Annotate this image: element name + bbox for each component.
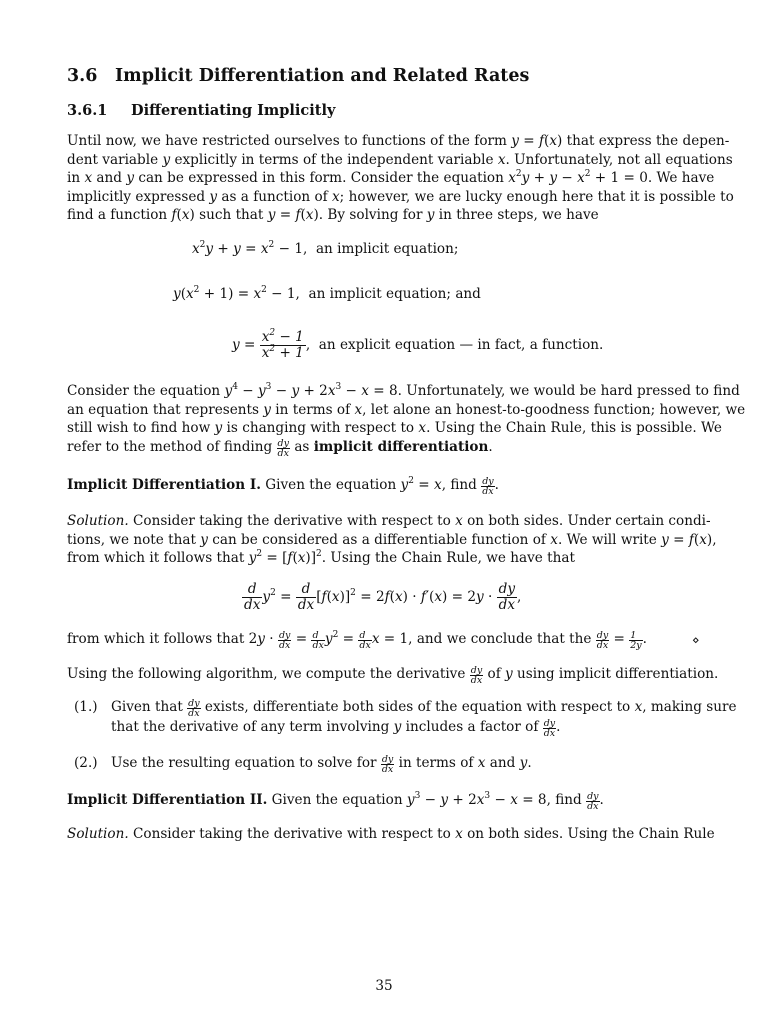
subsection-heading <box>67 102 335 119</box>
intro-paragraph: Until now, we have restricted ourselves to functions of the form y = f(x) that express the depen- dent variable y explicitly in terms of the independent variable x. Unfortunately, not all equations in x and y can be expressed in this form. Consider the equation $x^2y + y - x^2 + 1 = 0$. We have implicitly expressed y as a function of x; however, we are lucky enough here that it is possible to find a function f(x) such that y = f(x). By solving for y in three steps, we have <box>67 133 734 224</box>
example-2-heading: Implicit Differentiation II. Given the equation $y^3 - y + 2x^3 - x = 8$, find $\frac{dy}{dx}$ . <box>67 791 604 812</box>
page-number: 35 <box>375 978 393 994</box>
equation-step-3: y = $\frac{x^2 - 1}{x^2 + 1}$ , an explicit equation — in fact, a function. <box>232 328 604 361</box>
solution-1-conclusion: from which it follows that 2y · $\frac{dy}{dx}$ = $\frac{d}{dx}$ $y^2$ = $\frac{d}{dx}$ x = 1, and we conclude that the $\frac{dy}{dx}$ = $\frac{1}{2y}$ . <box>67 630 647 651</box>
solution-2: Solution. Consider taking the derivative with respect to x on both sides. Using the Chain Rule <box>67 826 715 842</box>
term-implicit-differentiation: implicit differentiation <box>313 438 489 455</box>
qed-diamond-icon: ⋄ <box>692 633 700 647</box>
chain-rule-equation: $\frac{d}{dx}$ $y^2$ = $\frac{d}{dx}$ $[f(x)]^2 = 2f(x) \cdot f'(x) = 2y$ · $\frac{dy}{dx}$ , <box>244 581 522 613</box>
example-1-heading: Implicit Differentiation I. Given the equation $y^2 = x$, find $\frac{dy}{dx}$ . <box>67 476 499 497</box>
section-heading <box>67 66 529 86</box>
subsection-number: 3.6.1 <box>67 102 108 119</box>
subsection-title: Differentiating Implicitly <box>131 102 336 119</box>
equation-step-2: $y(x^2 + 1) = x^2 - 1$, an implicit equation; and <box>173 285 481 302</box>
algorithm-step-2: (2.) Use the resulting equation to solve for $\frac{dy}{dx}$ in terms of x and y. <box>74 754 532 775</box>
algorithm-intro: Using the following algorithm, we compute the derivative $\frac{dy}{dx}$ of y using implicit differentiation. <box>67 665 719 686</box>
solution-1: Solution. Consider taking the derivative with respect to x on both sides. Under certain condi- tions, we note that y can be considered as a differentiable function of x. We will write y = f(x), from which it follows that $y^2 = [f(x)]^2$. Using the Chain Rule, we have that <box>67 513 717 567</box>
second-paragraph: Consider the equation $y^4 - y^3 - y + 2x^3 - x = 8$. Unfortunately, we would be hard pressed to find an equation that represents y in terms of x, let alone an honest-to-goodness function; however, we still wish to find how y is changing with respect to x. Using the Chain Rule, this is possible. We refer to the method of finding $\frac{dy}{dx}$ as implicit differentiation. <box>67 382 746 459</box>
section-title: Implicit Differentiation and Related Rates <box>115 66 530 86</box>
algorithm-step-1: (1.) Given that $\frac{dy}{dx}$ exists, differentiate both sides of the equation with respect to x, making sure that the derivative of any term involving y includes a factor of $\frac{dy}{dx}$ . <box>74 698 737 739</box>
section-number: 3.6 <box>67 66 98 86</box>
equation-step-1: $x^2y + y = x^2 - 1$, an implicit equation; <box>192 240 459 257</box>
